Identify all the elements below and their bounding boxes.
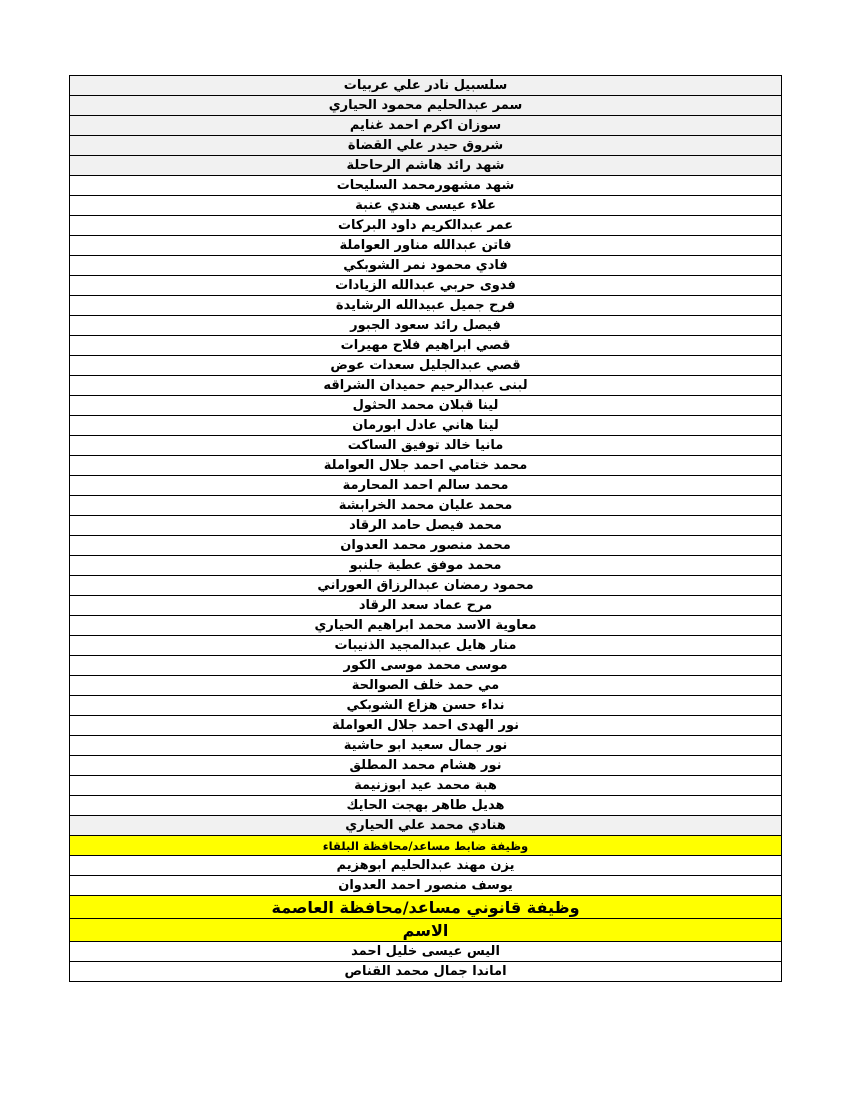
name-row (70, 455, 781, 475)
row-text: لينا هاني عادل ابورمان (352, 418, 499, 433)
name-row (70, 75, 781, 95)
name-row (70, 615, 781, 635)
row-text: معاوية الاسد محمد ابراهيم الحياري (314, 618, 537, 633)
name-row (70, 675, 781, 695)
row-text: هديل طاهر بهجت الحايك (346, 798, 505, 813)
name-row (70, 295, 781, 315)
row-text: الاسم (402, 920, 449, 940)
row-text: شروق حيدر علي القضاة (347, 138, 504, 153)
name-row (70, 555, 781, 575)
row-text: محمد منصور محمد العدوان (340, 538, 511, 553)
heading-row (70, 895, 781, 918)
row-text: سمر عبدالحليم محمود الحياري (328, 98, 523, 113)
row-text: فرح جميل عبيدالله الرشايدة (335, 298, 516, 313)
name-row (70, 395, 781, 415)
row-text: وظيفة قانوني مساعد/محافظة العاصمة (271, 897, 580, 917)
name-row (70, 95, 781, 115)
name-row (70, 415, 781, 435)
row-text: فادي محمود نمر الشوبكي (343, 258, 508, 273)
row-text: محمد ختامي احمد جلال العواملة (323, 458, 528, 473)
row-text: يوسف منصور احمد العدوان (338, 878, 513, 893)
row-text: محمد عليان محمد الخرابشة (338, 498, 513, 513)
row-text: قصي ابراهيم فلاح مهيرات (340, 338, 511, 353)
row-text: فدوى حربي عبدالله الزيادات (335, 278, 516, 293)
name-row (70, 195, 781, 215)
name-row (70, 155, 781, 175)
row-text: نور هشام محمد المطلق (349, 758, 502, 773)
row-text: قصي عبدالجليل سعدات عوض (330, 358, 521, 373)
name-row (70, 795, 781, 815)
row-text: محمود رمضان عبدالرزاق العوراني (317, 578, 534, 593)
row-text: علاء عيسى هندي عنبة (355, 198, 496, 213)
row-text: يزن مهند عبدالحليم ابوهزيم (336, 858, 515, 873)
name-row (70, 715, 781, 735)
name-row (70, 941, 781, 961)
name-row (70, 175, 781, 195)
row-text: مرح عماد سعد الرقاد (358, 598, 493, 613)
row-text: فاتن عبدالله مناور العواملة (339, 238, 512, 253)
name-row (70, 775, 781, 795)
row-text: نور الهدى احمد جلال العواملة (331, 718, 520, 733)
row-text: مي حمد خلف الصوالحة (351, 678, 500, 693)
name-row (70, 475, 781, 495)
name-row (70, 115, 781, 135)
row-text: محمد فيصل حامد الرقاد (349, 518, 502, 533)
section-title-row (70, 835, 781, 855)
row-text: لبنى عبدالرحيم حميدان الشراقه (323, 378, 528, 393)
name-row (70, 255, 781, 275)
row-text: فيصل رائد سعود الجبور (350, 318, 501, 333)
name-row (70, 695, 781, 715)
row-text: اليس عيسى خليل احمد (351, 944, 500, 959)
name-row (70, 275, 781, 295)
name-row (70, 215, 781, 235)
name-row (70, 575, 781, 595)
name-row (70, 755, 781, 775)
row-text: مانيا خالد توفيق الساكت (347, 438, 504, 453)
row-text: وظيفة ضابط مساعد/محافظة البلقاء (322, 838, 529, 853)
name-row (70, 375, 781, 395)
heading-row (70, 918, 781, 941)
name-row (70, 495, 781, 515)
name-row (70, 735, 781, 755)
row-text: محمد سالم احمد المحارمة (342, 478, 509, 493)
name-row (70, 315, 781, 335)
name-row (70, 855, 781, 875)
name-row (70, 875, 781, 895)
row-text: منار هايل عبدالمجيد الذنيبات (334, 638, 517, 653)
name-row (70, 335, 781, 355)
name-row (70, 135, 781, 155)
row-text: موسى محمد موسى الكور (343, 658, 508, 673)
names-table (69, 75, 782, 982)
row-text: عمر عبدالكريم داود البركات (337, 218, 514, 233)
name-row (70, 635, 781, 655)
row-text: هبة محمد عيد ابوزنيمة (354, 778, 497, 793)
row-text: نداء حسن هزاع الشوبكي (346, 698, 505, 713)
row-text: سوزان اكرم احمد غنايم (349, 118, 502, 133)
row-text: هنادي محمد علي الحياري (345, 818, 506, 833)
row-text: سلسبيل نادر علي عربيات (343, 78, 508, 93)
name-row (70, 815, 781, 835)
name-row (70, 435, 781, 455)
row-text: اماندا جمال محمد القناص (344, 964, 507, 979)
row-text: محمد موفق عطية جلنبو (349, 558, 502, 573)
name-row (70, 655, 781, 675)
name-row (70, 235, 781, 255)
row-text: شهد مشهورمحمد السليحات (336, 178, 515, 193)
row-text: نور جمال سعيد ابو حاشية (343, 738, 508, 753)
name-row (70, 515, 781, 535)
name-row (70, 535, 781, 555)
name-row (70, 595, 781, 615)
row-text: لينا قبلان محمد الحثول (352, 398, 499, 413)
name-row (70, 355, 781, 375)
name-row (70, 961, 781, 981)
row-text: شهد رائد هاشم الرحاحلة (346, 158, 505, 173)
